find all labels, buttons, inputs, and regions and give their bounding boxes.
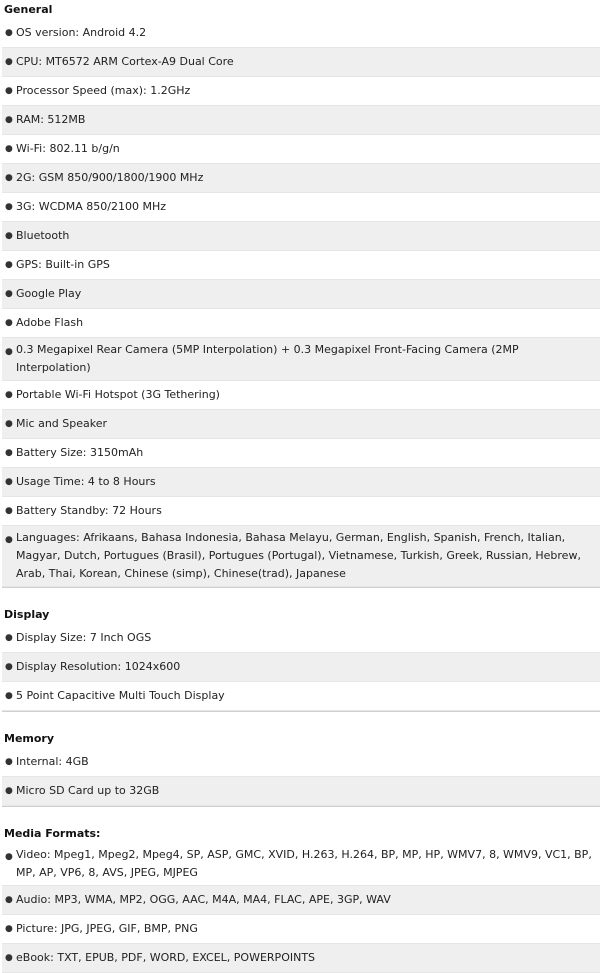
spec-item <box>2 653 600 682</box>
spec-item <box>2 106 600 135</box>
spec-item-text: OS version: Android 4.2 <box>16 26 147 39</box>
spec-item <box>2 497 600 526</box>
bullet-icon: ● <box>5 289 13 299</box>
spec-item <box>2 164 600 193</box>
spec-item-text: CPU: MT6572 ARM Cortex-A9 Dual Core <box>16 55 234 68</box>
spec-item-text: Usage Time: 4 to 8 Hours <box>16 475 156 488</box>
spec-item <box>2 338 600 381</box>
spec-item <box>2 682 600 711</box>
spec-item <box>2 777 600 806</box>
bullet-icon: ● <box>5 318 13 328</box>
spec-item-text: Adobe Flash <box>16 316 84 329</box>
spec-item-text: Processor Speed (max): 1.2GHz <box>16 84 191 97</box>
spec-item <box>2 280 600 309</box>
spec-item-text: Bluetooth <box>16 229 70 242</box>
spec-item-text: GPS: Built-in GPS <box>16 258 110 271</box>
spec-item <box>2 410 600 439</box>
bullet-icon: ● <box>5 448 13 458</box>
bullet-icon: ● <box>5 173 13 183</box>
spec-item-text: Internal: 4GB <box>16 755 89 768</box>
spec-list <box>2 19 600 587</box>
spec-item-text: Battery Standby: 72 Hours <box>16 504 162 517</box>
spec-item <box>2 439 600 468</box>
spec-item-text: Display Resolution: 1024x600 <box>16 660 181 673</box>
bullet-icon: ● <box>5 231 13 241</box>
spec-item <box>2 381 600 410</box>
spec-item <box>2 48 600 77</box>
bullet-icon: ● <box>5 28 13 38</box>
spec-item-text: eBook: TXT, EPUB, PDF, WORD, EXCEL, POWERPOINTS <box>16 951 316 964</box>
bullet-icon: ● <box>5 786 13 796</box>
spec-item <box>2 251 600 280</box>
bullet-icon: ● <box>5 477 13 487</box>
bullet-icon: ● <box>5 895 13 905</box>
spec-list <box>2 748 600 806</box>
spec-item <box>2 886 600 915</box>
spec-item <box>2 77 600 106</box>
section-title: Memory <box>4 732 55 745</box>
spec-item-text: Audio: MP3, WMA, MP2, OGG, AAC, M4A, MA4, FLAC, APE, 3GP, WAV <box>16 893 391 906</box>
bullet-icon: ● <box>5 115 13 125</box>
section-title: Media Formats: <box>4 827 101 840</box>
section-divider <box>2 587 600 604</box>
bullet-icon: ● <box>5 757 13 767</box>
bullet-icon: ● <box>5 419 13 429</box>
bullet-icon: ● <box>5 953 13 963</box>
spec-item <box>2 915 600 944</box>
spec-item-text: Languages: Afrikaans, Bahasa Indonesia, Bahasa Melayu, German, English, Spanish, French, Italian, Magyar, Dutch, Portugues (Brasil), Portugues (Portugal), Vietnamese, Turkish, Greek, Russian, Hebrew, Arab, Thai, Korean, Chinese (simp), Chinese(trad), Japanese <box>16 531 581 580</box>
spec-item <box>2 624 600 653</box>
bullet-icon: ● <box>5 535 13 545</box>
spec-item-text: 0.3 Megapixel Rear Camera (5MP Interpolation) + 0.3 Megapixel Front-Facing Camera (2MP Interpolation) <box>16 343 519 374</box>
spec-item <box>2 944 600 973</box>
bullet-icon: ● <box>5 390 13 400</box>
spec-item <box>2 468 600 497</box>
spec-item <box>2 135 600 164</box>
bullet-icon: ● <box>5 347 13 357</box>
spec-item-text: Battery Size: 3150mAh <box>16 446 144 459</box>
bullet-icon: ● <box>5 691 13 701</box>
spec-item <box>2 843 600 886</box>
spec-item-text: 2G: GSM 850/900/1800/1900 MHz <box>16 171 204 184</box>
spec-item <box>2 748 600 777</box>
spec-item-text: 5 Point Capacitive Multi Touch Display <box>16 689 225 702</box>
spec-item-text: Display Size: 7 Inch OGS <box>16 631 152 644</box>
spec-list <box>2 624 600 711</box>
spec-list <box>2 843 600 973</box>
section-title: Display <box>4 608 50 621</box>
spec-item <box>2 309 600 338</box>
bullet-icon: ● <box>5 852 13 862</box>
spec-item-text: Wi-Fi: 802.11 b/g/n <box>16 142 120 155</box>
spec-item <box>2 193 600 222</box>
section-divider <box>2 806 600 823</box>
spec-item-text: RAM: 512MB <box>16 113 86 126</box>
spec-item-text: Micro SD Card up to 32GB <box>16 784 160 797</box>
section-title: General <box>4 3 53 16</box>
bullet-icon: ● <box>5 924 13 934</box>
bullet-icon: ● <box>5 144 13 154</box>
spec-item <box>2 19 600 48</box>
spec-item <box>2 526 600 587</box>
spec-item-text: Google Play <box>16 287 82 300</box>
bullet-icon: ● <box>5 202 13 212</box>
spec-item <box>2 222 600 251</box>
spec-item-text: 3G: WCDMA 850/2100 MHz <box>16 200 166 213</box>
bullet-icon: ● <box>5 260 13 270</box>
bullet-icon: ● <box>5 57 13 67</box>
spec-item-text: Picture: JPG, JPEG, GIF, BMP, PNG <box>16 922 198 935</box>
section-divider <box>2 711 600 728</box>
bullet-icon: ● <box>5 633 13 643</box>
bullet-icon: ● <box>5 506 13 516</box>
spec-item-text: Mic and Speaker <box>16 417 108 430</box>
bullet-icon: ● <box>5 662 13 672</box>
spec-item-text: Portable Wi-Fi Hotspot (3G Tethering) <box>16 388 220 401</box>
spec-item-text: Video: Mpeg1, Mpeg2, Mpeg4, SP, ASP, GMC, XVID, H.263, H.264, BP, MP, HP, WMV7, 8, WMV9, VC1, BP, MP, AP, VP6, 8, AVS, JPEG, MJPEG <box>16 848 592 879</box>
bullet-icon: ● <box>5 86 13 96</box>
